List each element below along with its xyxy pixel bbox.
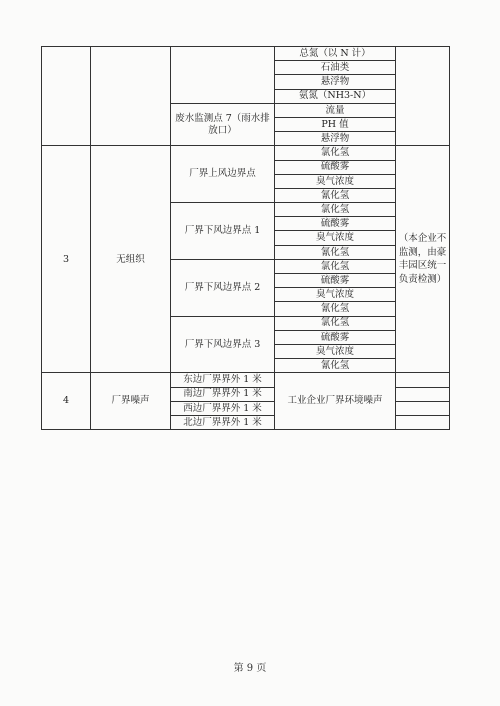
item-cell: 臭气浓度: [275, 344, 396, 358]
item-cell: 氰化氢: [275, 359, 396, 373]
no-cell: 4: [42, 373, 91, 430]
remark-cell: [396, 401, 450, 415]
remark-cell: [396, 47, 450, 146]
category-cell: 厂界噪声: [91, 373, 171, 430]
item-cell: 悬浮物: [275, 75, 396, 89]
item-cell: 硫酸雾: [275, 160, 396, 174]
point-cell: 北边厂界界外 1 米: [171, 415, 275, 429]
item-cell: 臭气浓度: [275, 231, 396, 245]
item-cell: 氯化氢: [275, 146, 396, 160]
remark-cell: [396, 415, 450, 429]
remark-cell: （本企业不监测，由豪丰园区统一负责检测）: [396, 146, 450, 373]
point-cell: 废水监测点 7（雨水排放口）: [171, 103, 275, 146]
item-cell: 石油类: [275, 61, 396, 75]
no-cell: [42, 47, 91, 146]
item-cell: 氰化氢: [275, 302, 396, 316]
point-cell: [171, 47, 275, 104]
point-cell: 南边厂界界外 1 米: [171, 387, 275, 401]
item-cell: 硫酸雾: [275, 274, 396, 288]
table-row: [42, 146, 450, 160]
item-cell: 臭气浓度: [275, 288, 396, 302]
item-cell: 氰化氢: [275, 188, 396, 202]
item-cell: PH 值: [275, 117, 396, 131]
monitoring-table: [41, 46, 450, 430]
item-cell: 硫酸雾: [275, 217, 396, 231]
category-cell: 无组织: [91, 146, 171, 373]
page-number: 第 9 页: [233, 663, 267, 674]
category-cell: [91, 47, 171, 146]
point-cell: 厂界下风边界点 2: [171, 259, 275, 316]
item-cell: 氰化氢: [275, 245, 396, 259]
point-cell: 厂界下风边界点 1: [171, 203, 275, 260]
item-cell: 氯化氢: [275, 203, 396, 217]
point-cell: 厂界上风边界点: [171, 146, 275, 203]
item-cell: 硫酸雾: [275, 330, 396, 344]
remark-cell: [396, 373, 450, 387]
item-cell: 臭气浓度: [275, 174, 396, 188]
point-cell: 西边厂界界外 1 米: [171, 401, 275, 415]
table-row: [42, 373, 450, 387]
point-cell: 厂界下风边界点 3: [171, 316, 275, 373]
item-cell: 悬浮物: [275, 132, 396, 146]
table-row: [42, 47, 450, 61]
item-cell: 氯化氢: [275, 259, 396, 273]
item-cell: 氯化氢: [275, 316, 396, 330]
item-cell: 总氮（以 N 计）: [275, 47, 396, 61]
item-cell: 流量: [275, 103, 396, 117]
item-cell: 氨氮（NH3-N）: [275, 89, 396, 103]
standard-cell: 工业企业厂界环境噪声: [275, 373, 396, 430]
remark-cell: [396, 387, 450, 401]
point-cell: 东边厂界界外 1 米: [171, 373, 275, 387]
no-cell: 3: [42, 146, 91, 373]
